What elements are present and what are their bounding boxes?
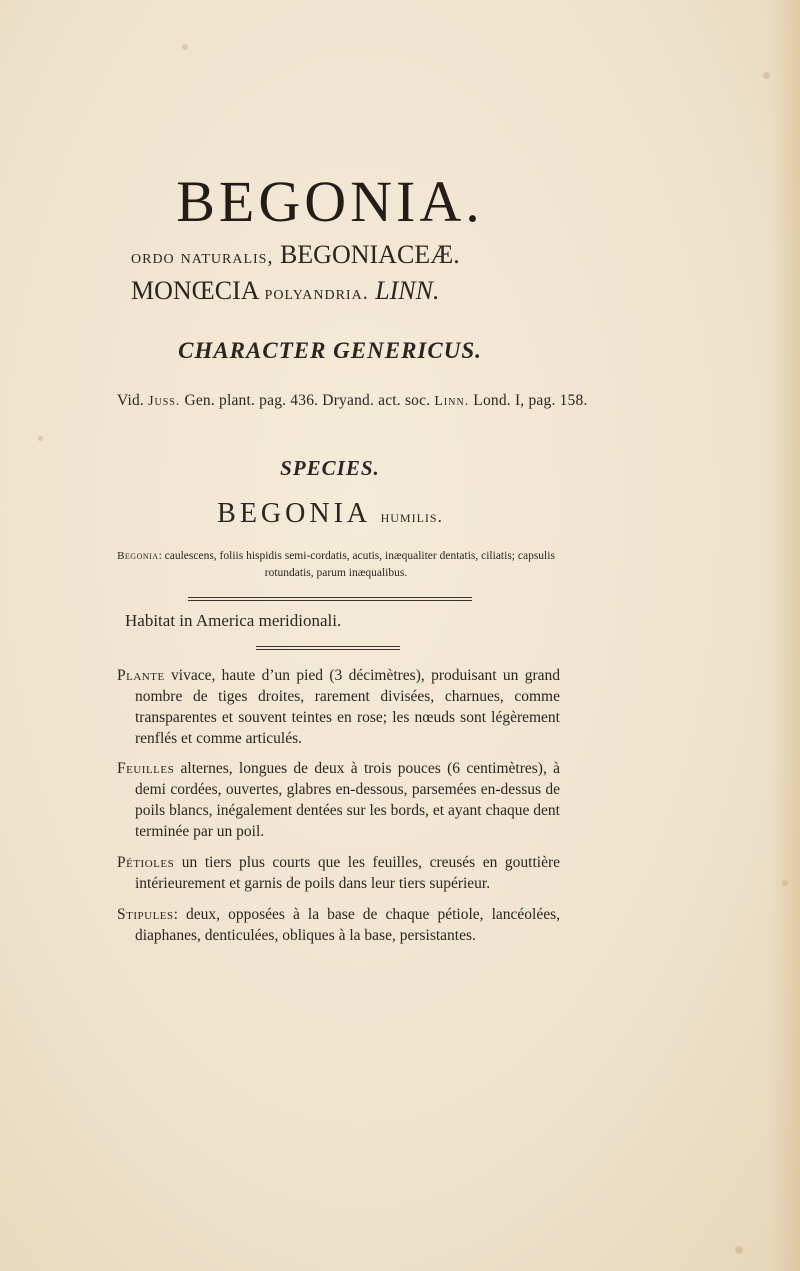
- paragraph-text: un tiers plus courts que les feuilles, creusés en gouttière intérieurement et garnis de poils dans leur tiers supérieur.: [135, 854, 560, 892]
- description-paragraph-feuilles: [117, 758, 560, 842]
- habitat-line: Habitat in America meridionali.: [125, 611, 342, 630]
- species-epithet: humilis.: [380, 507, 443, 526]
- page-edge-shading: [770, 0, 800, 1271]
- ordo-naturalis-line: [131, 240, 460, 270]
- foxing-spot: [735, 1246, 743, 1254]
- reference-text-end: Lond. I, pag. 158.: [473, 392, 588, 409]
- species-diagnosis: [116, 548, 556, 582]
- description-paragraph-plante: [117, 665, 560, 749]
- juss-author: Juss.: [148, 394, 181, 409]
- classification-line: [131, 276, 440, 306]
- foxing-spot: [763, 72, 770, 79]
- reference-text: Gen. plant. pag. 436. Dryand. act. soc.: [184, 392, 431, 409]
- foxing-spot: [38, 436, 43, 441]
- reference-line: [117, 392, 588, 410]
- paragraph-text: vivace, haute d’un pied (3 décimètres), produisant un grand nombre de tiges droites, rarement divisées, charnues, comme transparentes et souvent teintes en rose; les nœuds sont légèrement renflés et comme articulés.: [135, 667, 560, 747]
- page-title: BEGONIA.: [176, 169, 484, 234]
- diagnosis-text: : caulescens, foliis hispidis semi-cordatis, acutis, inæqualiter dentatis, ciliatis; capsulis rotundatis, parum inæqualibus.: [158, 550, 555, 579]
- foxing-spot: [782, 880, 788, 886]
- paragraph-text: alternes, longues de deux à trois pouces (6 centimètres), à demi cordées, ouvertes, glabres en-dessous, parsemées en-dessus de poils blancs, inégalement dentées sur les bords, et ayant chaque dent terminée par un poil.: [135, 760, 560, 840]
- description-paragraph-stipules: [117, 904, 560, 946]
- paragraph-lead: Pétioles: [117, 854, 175, 871]
- species-genus: BEGONIA: [217, 498, 370, 529]
- vid-text: Vid.: [117, 392, 144, 409]
- double-rule-divider: [188, 597, 472, 601]
- diagnosis-lead: Begonia: [117, 550, 159, 562]
- class-name: MONŒCIA: [131, 276, 259, 305]
- paragraph-text: : deux, opposées à la base de chaque pétiole, lancéolées, diaphanes, denticulées, obliques à la base, persistantes.: [135, 906, 560, 944]
- paragraph-lead: Stipules: [117, 906, 174, 923]
- linn-society: Linn.: [434, 394, 470, 409]
- species-heading: SPECIES.: [280, 456, 380, 480]
- character-heading: CHARACTER GENERICUS.: [178, 338, 482, 363]
- paragraph-lead: Feuilles: [117, 760, 175, 777]
- foxing-spot: [182, 44, 188, 50]
- description-paragraph-petioles: [117, 852, 560, 894]
- order-name: polyandria.: [264, 282, 369, 304]
- double-rule-divider-short: [256, 646, 400, 650]
- paragraph-lead: Plante: [117, 667, 165, 684]
- family-name: BEGONIACEÆ.: [279, 240, 460, 269]
- ordo-label: ordo naturalis,: [131, 246, 274, 268]
- linnaeus-author: LINN.: [375, 276, 440, 305]
- species-name: [0, 498, 660, 530]
